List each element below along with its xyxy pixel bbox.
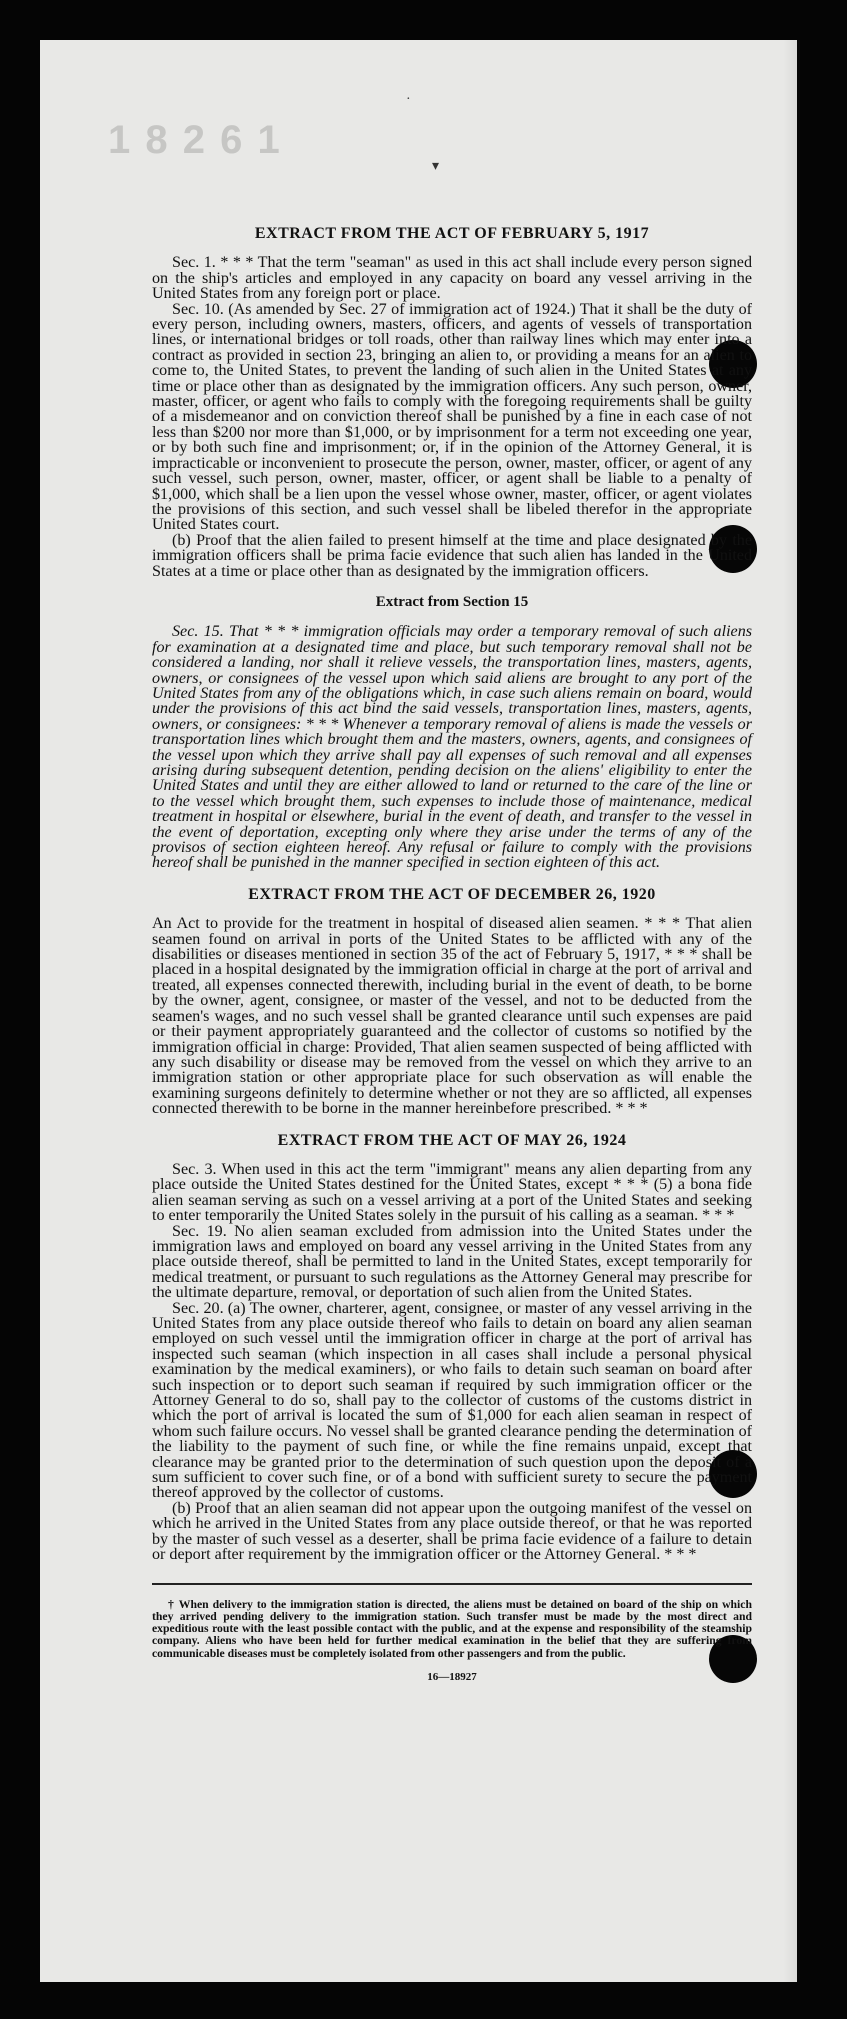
document-body xyxy=(152,226,752,1685)
speck: ▾ xyxy=(432,159,440,174)
paragraph-sec-20a: Sec. 20. (a) The owner, charterer, agent, consignee, or master of any vessel arriving in the United States from any place outside thereof who fails to detain on board any alien seaman employed on such vessel until the immigration officer in charge at the port of arrival has inspected such seaman (which inspection in all cases shall include a personal physical examination by the medical examiners), or who fails to detain such seaman on board after such inspection or to deport such seaman if required by such immigration officer or the Attorney General to do so, shall pay to the collector of customs of the customs district in which the port of arrival is located the sum of $1,000 for each alien seaman in respect of whom such failure occurs. No vessel shall be granted clearance pending the determination of the liability to the payment of such fine, or while the fine remains unpaid, except that clearance may be granted prior to the determination of such question upon the deposit of a sum sufficient to cover such fine, or of a bond with sufficient surety to secure the payment thereof approved by the collector of customs. xyxy=(152,1299,752,1502)
section-heading: EXTRACT FROM THE ACT OF MAY 26, 1924 xyxy=(277,1131,627,1149)
paragraph-sec-20b: (b) Proof that an alien seaman did not appear upon the outgoing manifest of the vessel on which he arrived in the United States from any place outside thereof, or that he was reported by the master of such vessel as a deserter, shall be prima facie evidence of a failure to detain or deport after requirement by the immigration officer or the Attorney General. * * * xyxy=(152,1499,752,1564)
document-page xyxy=(40,40,797,1982)
paragraph-sec-10b: (b) Proof that the alien failed to present himself at the time and place designated by the immigration officers shall be prima facie evidence that such alien has landed in the United States at a time or place other than as designated by the immigration officers. xyxy=(152,531,752,580)
footnote-divider xyxy=(152,1583,752,1585)
footnote-text: † When delivery to the immigration station is directed, the aliens must be detained on board of the ship on which they arrived pending delivery to the immigration station. Such transfer must be made by the most direct and expeditious route with the least possible contact with the public, and at the expense and responsibility of the steamship company. Aliens who have been held for further medical examination in the belief that they are suffering from communicable diseases must be completely isolated from other passengers and from the public. xyxy=(152,1597,752,1660)
footnote xyxy=(152,1599,752,1660)
section-subheading: Extract from Section 15 xyxy=(375,593,529,610)
section-heading: EXTRACT FROM THE ACT OF DECEMBER 26, 1920 xyxy=(248,885,656,903)
faded-stamp: 1 8 2 6 1 xyxy=(108,118,282,162)
speck: · xyxy=(406,92,411,107)
paragraph-sec-3: Sec. 3. When used in this act the term "immigrant" means any alien departing from any place outside the United States destined for the United States, except * * * (5) a bona fide alien seaman serving as such on a vessel arriving at a port of the United States and seeking to enter temporarily the United States solely in the pursuit of his calling as a seaman. * * * xyxy=(152,1160,752,1225)
paragraph-sec-10: Sec. 10. (As amended by Sec. 27 of immigration act of 1924.) That it shall be the duty of every person, including owners, masters, officers, and agents of vessels of transportation lines, or international bridges or toll roads, other than railway lines which may enter into a contract as provided in section 23, bringing an alien to, or providing a means for an alien to come to, the United States, to prevent the landing of such alien in the United States at any time or place other than as designated by the immigration officers. Any such person, owner, master, officer, or agent who fails to comply with the foregoing requirements shall be guilty of a misdemeanor and on conviction thereof shall be punished by a fine in each case of not less than $200 nor more than $1,000, or by imprisonment for a term not exceeding one year, or by both such fine and imprisonment; or, if in the opinion of the Attorney General, it is impracticable or inconvenient to prosecute the person, owner, master, officer, or agent of any such vessel, such person, owner, master, officer, or agent shall be liable to a penalty of $1,000, which shall be a lien upon the vessel whose owner, master, officer, or agent violates the provisions of this section, and such vessel shall be libeled therefor in the appropriate United States court. xyxy=(152,300,752,534)
paragraph-act-1920: An Act to provide for the treatment in hospital of diseased alien seamen. * * * That alien seamen found on arrival in ports of the United States to be afflicted with any of the disabilities or diseases mentioned in section 35 of the act of February 5, 1917, * * * shall be placed in a hospital designated by the immigration official in charge at the port of arrival and treated, all expenses connected therewith, including burial in the event of death, to be borne by the owner, agent, consignee, or master of the vessel, and not to be deducted from the seamen's wages, and no such vessel shall be granted clearance until such expenses are paid or their payment appropriately guaranteed and the collector of customs so notified by the immigration official in charge: Provided, That alien seamen suspected of being afflicted with any such disability or disease may be removed from the vessel on which they arrive to an immigration station or other appropriate place for such observation as will enable the examining surgeons definitely to determine whether or not they are so afflicted, all expenses connected therewith to be borne in the manner hereinbefore prescribed. * * * xyxy=(152,915,752,1118)
print-code: 16—18927 xyxy=(427,1670,477,1683)
paragraph-sec-15: Sec. 15. That * * * immigration officials may order a temporary removal of such aliens for examination at a designated time and place, but such temporary removal shall not be considered a landing, nor shall it relieve vessels, the transportation lines, masters, agents, owners, or consignees of the vessel upon which said aliens are brought to any port of the United States from any of the obligations which, in case such aliens remain on board, would under the provisions of this act bind the said vessels, transportation lines, masters, agents, owners, or consignees: * * * Whenever a temporary removal of aliens is made the vessels or transportation lines which brought them and the masters, owners, agents, and consignees of the vessel upon which they arrive shall pay all expenses of such removal and all expenses arising during subsequent detention, pending decision on the aliens' eligibility to enter the United States and until they are either allowed to land or returned to the care of the line or to the vessel which brought them, such expenses to include those of maintenance, medical treatment in hospital or elsewhere, burial in the event of death, and transfer to the vessel in the event of deportation, excepting only where they arise under the terms of any of the provisos of section eighteen hereof. Any refusal or failure to comply with the provisions hereof shall be punished in the manner specified in section eighteen of this act. xyxy=(152,623,752,872)
paragraph-sec-1: Sec. 1. * * * That the term "seaman" as used in this act shall include every person signed on the ship's articles and employed in any capacity on board any vessel arriving in the United States from any foreign port or place. xyxy=(152,254,752,303)
section-heading: EXTRACT FROM THE ACT OF FEBRUARY 5, 1917 xyxy=(254,225,650,242)
paragraph-sec-19: Sec. 19. No alien seaman excluded from admission into the United States under the immigration laws and employed on board any vessel arriving in the United States from any place outside thereof, shall be permitted to land in the United States, except temporarily for medical treatment, or pursuant to such regulations as the Attorney General may prescribe for the ultimate departure, removal, or deportation of such alien from the United States. xyxy=(152,1222,752,1302)
